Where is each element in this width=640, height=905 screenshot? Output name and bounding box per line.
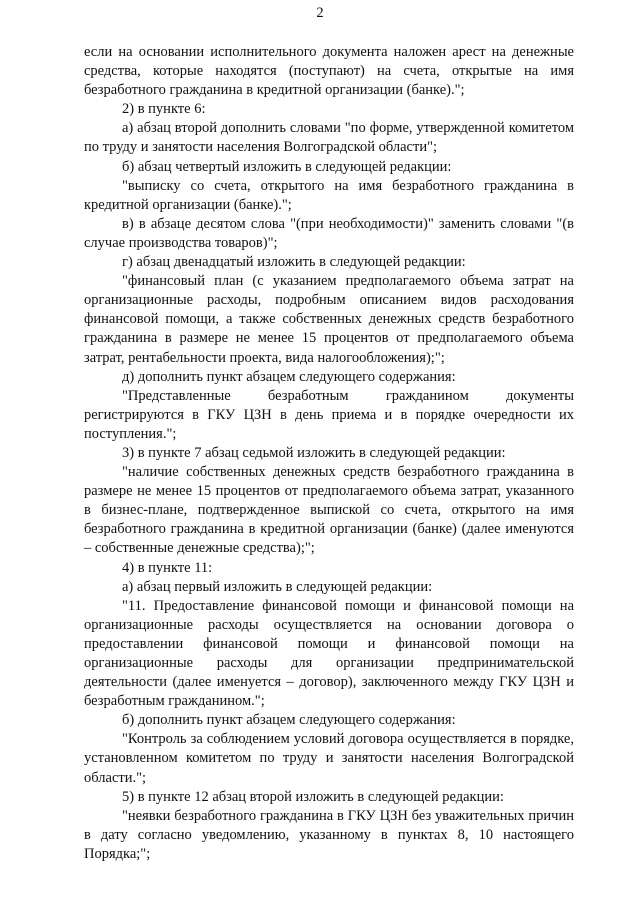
paragraph: а) абзац второй дополнить словами "по форме, утвержденной комитетом по труду и занятости населения Волгоградской области"; (84, 120, 574, 156)
document-body (84, 43, 574, 864)
paragraph: б) абзац четвертый изложить в следующей редакции: (122, 158, 452, 175)
page-number: 2 (316, 5, 324, 21)
paragraph: б) дополнить пункт абзацем следующего содержания: (122, 712, 456, 729)
paragraph: 5) в пункте 12 абзац второй изложить в следующей редакции: (122, 788, 504, 805)
paragraph: "11. Предоставление финансовой помощи и финансовой помощи на организационные расходы осуществляется на основании договора о предоставлении финансовой помощи и финансовой помощи на организационные расходы для организации предпринимательской деятельности (далее именуется – договор), заключенного между ГКУ ЦЗН и безработным гражданином."; (84, 597, 574, 710)
paragraph: д) дополнить пункт абзацем следующего содержания: (122, 368, 456, 385)
paragraph: а) абзац первый изложить в следующей редакции: (122, 578, 433, 595)
paragraph: 3) в пункте 7 абзац седьмой изложить в следующей редакции: (122, 444, 506, 461)
paragraph: "наличие собственных денежных средств безработного гражданина в размере не менее 15 процентов от предполагаемого объема затрат, указанного в бизнес-плане, подтвержденное выпиской со счета, открытого на имя безработного гражданина в кредитной организации (банке) (далее именуются – собственные денежные средства);"; (84, 464, 574, 557)
paragraph: "выписку со счета, открытого на имя безработного гражданина в кредитной организации (банке)."; (84, 177, 574, 213)
paragraph: если на основании исполнительного документа наложен арест на денежные средства, которые находятся (поступают) на счета, открытые на имя безработного гражданина в кредитной организации (банке)."; (84, 44, 574, 99)
paragraph: "Контроль за соблюдением условий договора осуществляется в порядке, установленном комитетом по труду и занятости населения Волгоградской области."; (84, 731, 574, 786)
paragraph: в) в абзаце десятом слова "(при необходимости)" заменить словами "(в случае производства товаров)"; (84, 215, 574, 251)
paragraph: 4) в пункте 11: (122, 559, 213, 576)
paragraph: 2) в пункте 6: (122, 101, 206, 118)
paragraph: г) абзац двенадцатый изложить в следующей редакции: (122, 254, 466, 271)
paragraph: "неявки безработного гражданина в ГКУ ЦЗН без уважительных причин в дату согласно уведомлению, указанному в пунктах 8, 10 настоящего Порядка;"; (84, 807, 574, 862)
paragraph: "финансовый план (с указанием предполагаемого объема затрат на организационные расходы, подробным описанием видов расходования финансовой помощи, а также собственных денежных средств безработного гражданина в размере не менее 15 процентов от предполагаемого объема затрат, рентабельности проекта, вида налогообложения);"; (84, 273, 574, 366)
paragraph: "Представленные безработным гражданином документы регистрируются в ГКУ ЦЗН в день приема и в порядке очередности их поступления."; (84, 387, 574, 442)
